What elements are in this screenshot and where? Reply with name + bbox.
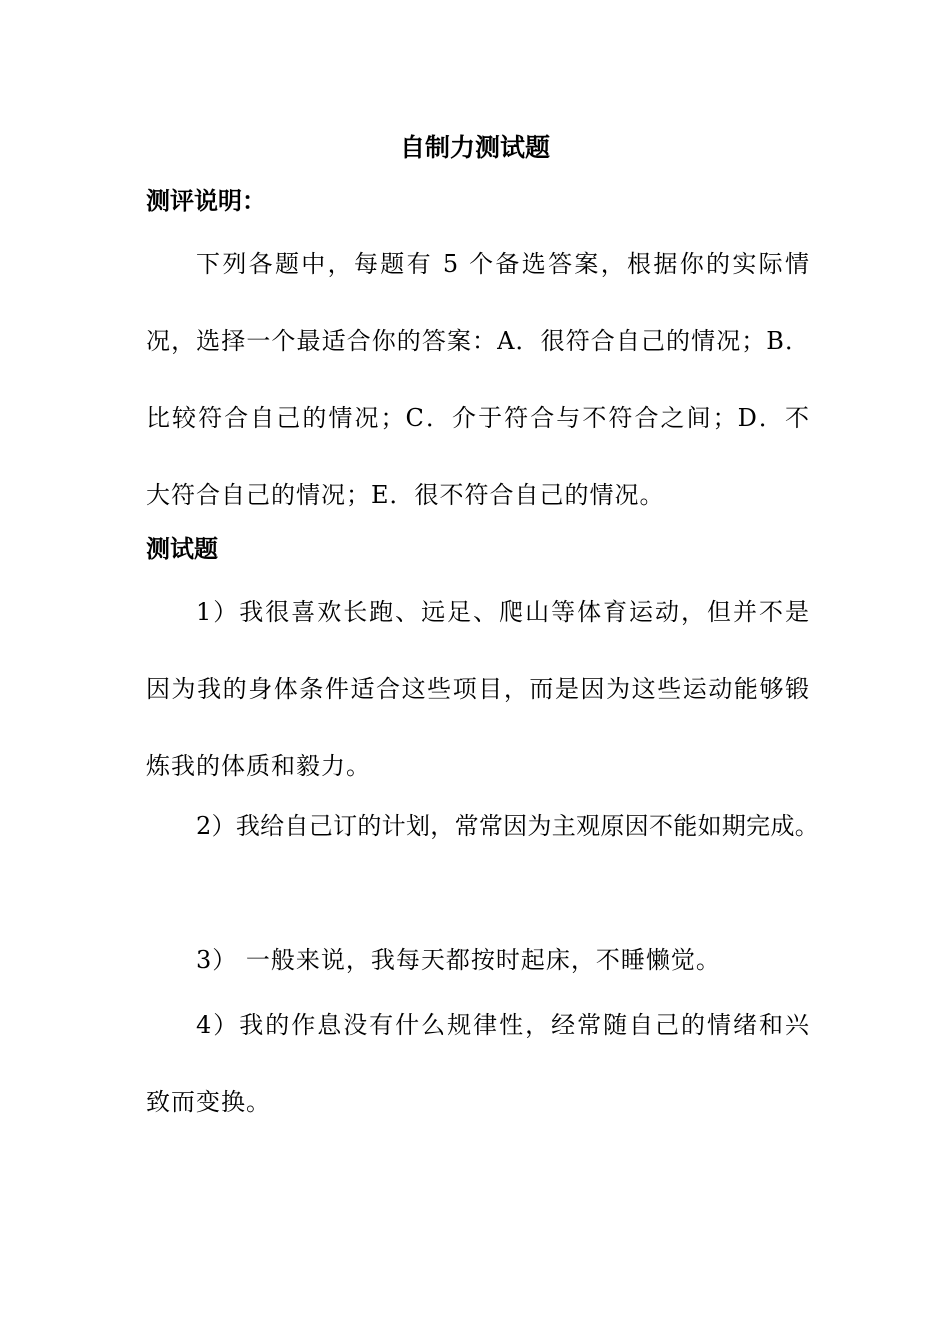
document-title: 自制力测试题 bbox=[399, 133, 550, 162]
instructions-heading: 测评说明： bbox=[146, 187, 266, 215]
questions-heading: 测试题 bbox=[146, 535, 218, 563]
question-item-3: 3） 一般来说，我每天都按时起床，不睡懒觉。 bbox=[196, 946, 721, 974]
question-item-1: 1）我很喜欢长跑、远足、爬山等体育运动，但并不是因为我的身体条件适合这些项目，而是因为这些运动能够锻炼我的体质和毅力。 bbox=[146, 598, 810, 780]
instructions-text: 下列各题中，每题有 5 个备选答案，根据你的实际情况，选择一个最适合你的答案：A．很符合自己的情况；B．比较符合自己的情况；C．介于符合与不符合之间；D．不大符合自己的情况；E．很不符合自己的情况。 bbox=[146, 250, 810, 509]
question-item-4: 4）我的作息没有什么规律性，经常随自己的情绪和兴致而变换。 bbox=[146, 1011, 810, 1116]
question-item-2: 2）我给自己订的计划，常常因为主观原因不能如期完成。 bbox=[196, 812, 820, 840]
